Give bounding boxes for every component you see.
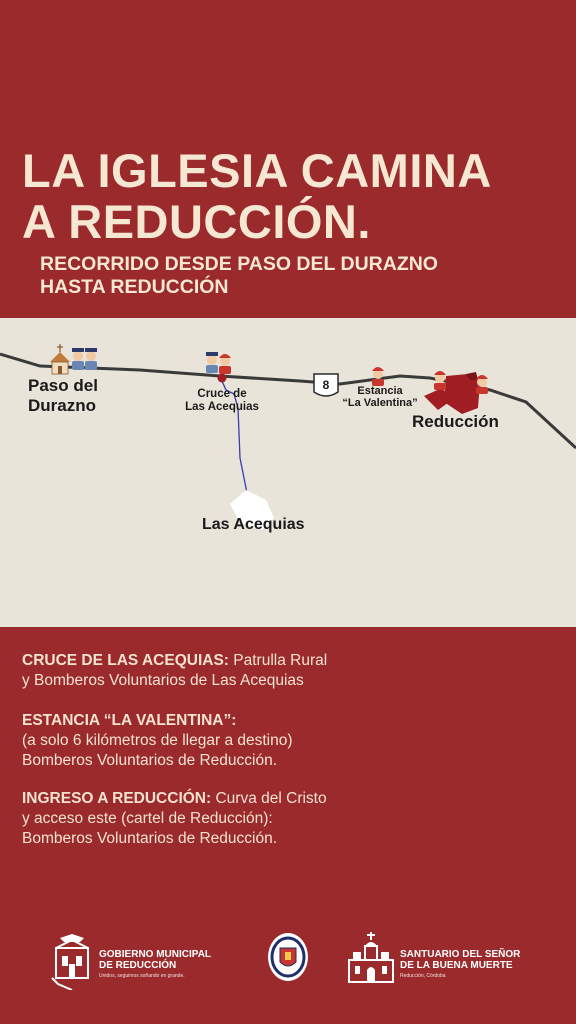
gov-line-2: DE REDUCCIÓN <box>99 960 177 971</box>
municipal-logo-icon <box>50 934 94 990</box>
seal-icon <box>266 932 310 982</box>
gov-name <box>99 949 211 971</box>
firefighter-icon <box>372 367 384 386</box>
info-cruce-text-b: y Bomberos Voluntarios de Las Acequias <box>22 672 304 689</box>
label-reduccion: Reducción <box>412 412 499 431</box>
route-map <box>0 318 576 627</box>
label-cruce-de-las-acequias <box>176 388 268 414</box>
santuario-line-1: SANTUARIO DEL SEÑOR <box>400 949 521 960</box>
page-title <box>22 145 562 247</box>
church-icon <box>50 344 70 374</box>
info-cruce-label: CRUCE DE LAS ACEQUIAS: <box>22 652 229 669</box>
page-subtitle <box>40 253 438 299</box>
subtitle-line-2: HASTA REDUCCIÓN <box>40 276 229 298</box>
cruce-line-1: Cruce de <box>197 388 247 400</box>
subtitle-line-1: RECORRIDO DESDE PASO DEL DURAZNO <box>40 253 438 275</box>
info-cruce-text-a: Patrulla Rural <box>228 652 328 669</box>
label-las-acequias: Las Acequias <box>202 516 305 533</box>
cruce-line-2: Las Acequias <box>185 401 259 413</box>
info-cruce <box>22 651 562 691</box>
info-ingreso-text-c: Bomberos Voluntarios de Reducción. <box>22 830 278 847</box>
info-estancia-label: ESTANCIA “LA VALENTINA”: <box>22 712 237 729</box>
label-paso-del-durazno <box>28 376 98 416</box>
paso-line-2: Durazno <box>28 396 96 415</box>
info-ingreso <box>22 789 562 849</box>
location-pin-icon <box>218 374 227 383</box>
gov-tagline: Unidos, seguimos soñando en grande. <box>99 973 185 979</box>
santuario-line-2: DE LA BUENA MUERTE <box>400 960 513 971</box>
santuario-name <box>400 949 520 971</box>
label-estancia-la-valentina <box>340 385 420 409</box>
info-estancia-text-b: Bomberos Voluntarios de Reducción. <box>22 752 278 769</box>
info-ingreso-text-a: Curva del Cristo <box>211 790 327 807</box>
title-line-1: LA IGLESIA CAMINA <box>22 144 492 197</box>
info-ingreso-text-b: y acceso este (cartel de Reducción): <box>22 810 273 827</box>
info-estancia-text-a: (a solo 6 kilómetros de llegar a destino) <box>22 732 293 749</box>
paso-line-1: Paso del <box>28 376 98 395</box>
santuario-tagline: Reducción, Córdoba <box>400 973 446 979</box>
info-ingreso-label: INGRESO A REDUCCIÓN: <box>22 790 212 807</box>
gov-line-1: GOBIERNO MUNICIPAL <box>99 949 212 960</box>
firefighter-icon <box>206 352 231 374</box>
route-number: 8 <box>322 378 330 392</box>
title-line-2: A REDUCCIÓN. <box>22 195 371 248</box>
church-logo-icon <box>347 932 395 984</box>
info-estancia <box>22 711 562 771</box>
map-drawing <box>0 318 576 627</box>
estancia-line-2: “La Valentina” <box>342 397 418 409</box>
estancia-line-1: Estancia <box>357 385 403 397</box>
